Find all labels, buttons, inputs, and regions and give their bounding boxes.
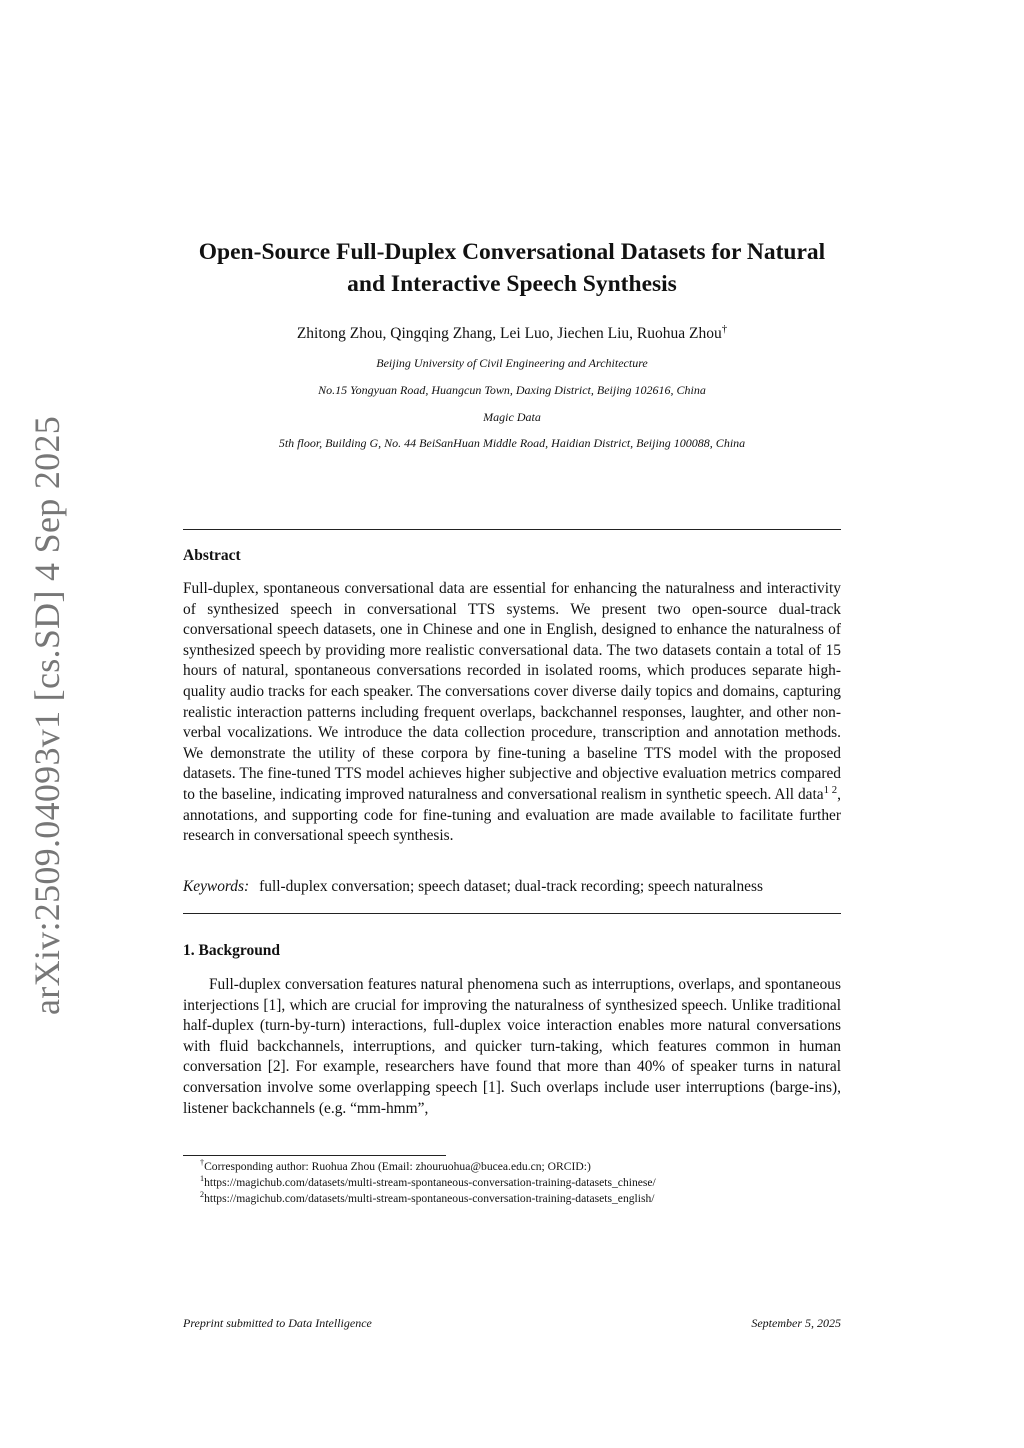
abstract-body [183, 579, 841, 847]
abstract-bottom-rule [183, 913, 841, 914]
abstract-top-rule [183, 529, 841, 530]
abstract-text: Full-duplex, spontaneous conversational data are essential for enhancing the naturalness and interactivity of synthesized speech in conversational TTS systems. We present two open-source dual-track conversational speech datasets, one in Chinese and one in English, designed to enhance the naturalness of synthesized speech by providing more realistic conversational data. The two datasets contain a total of 15 hours of natural, spontaneous conversations recorded in isolated rooms, which produces separate high-quality audio tracks for each speaker. The conversations cover diverse daily topics and domains, capturing realistic interaction patterns including frequent overlaps, backchannel responses, laughter, and other non-verbal vocalizations. We introduce the data collection procedure, transcription and annotation methods. We demonstrate the utility of these corpora by fine-tuning a baseline TTS model with the proposed datasets. The fine-tuned TTS model achieves higher subjective and objective evaluation metrics compared to the baseline, indicating improved naturalness and conversational realism in synthetic speech. All data [183, 580, 841, 803]
arxiv-identifier: arXiv:2509.04093v1 [cs.SD] 4 Sep 2025 [27, 415, 67, 1015]
author-names: Zhitong Zhou, Qingqing Zhang, Lei Luo, Jiechen Liu, Ruohua Zhou [296, 325, 722, 342]
footnote-link[interactable]: https://magichub.com/datasets/multi-stream-spontaneous-conversation-training-datasets_chinese/ [204, 1176, 656, 1189]
abstract-heading: Abstract [183, 547, 241, 564]
affiliation-company: Magic Data [483, 410, 541, 424]
footer-date: September 5, 2025 [751, 1316, 841, 1330]
title-line-2: and Interactive Speech Synthesis [347, 271, 677, 297]
footnote-rule [183, 1155, 446, 1156]
footnote-mark: 2 [200, 1190, 205, 1200]
section-background-body: Full-duplex conversation features natural phenomena such as interruptions, overlaps, and spontaneous interjections [1], which are crucial for improving the naturalness of synthesized speech. Unlike traditional half-duplex (turn-by-turn) interactions, full-duplex voice interaction enables more natural conversations with fluid backchannels, interruptions, and quicker turn-taking, which features common in human conversation [2]. For example, researchers have found that more than 40% of speaker turns in natural conversation involve some overlapping speech [1]. Such overlaps include user interruptions (barge-ins), listener backchannels (e.g. “mm-hmm”, [183, 976, 841, 1117]
paper-title [160, 236, 864, 300]
keywords-label: Keywords: [183, 878, 250, 895]
keywords-text: full-duplex conversation; speech dataset; dual-track recording; speech naturalness [259, 878, 763, 895]
abstract-footnote-marks: 1 2 [823, 783, 838, 796]
footnote-dataset-english [200, 1192, 655, 1205]
abstract-text-end: , annotations, and supporting code for fine-tuning and evaluation are made available to facilitate further research in conversational speech synthesis. [183, 785, 841, 845]
title-line-1: Open-Source Full-Duplex Conversational Datasets for Natural [198, 239, 826, 265]
footnote-mark: † [200, 1158, 205, 1168]
footnote-text: Corresponding author: Ruohua Zhou (Email: zhouruohua@bucea.edu.cn; ORCID:) [204, 1160, 591, 1173]
affiliation-company-address: 5th floor, Building G, No. 44 BeiSanHuan Middle Road, Haidian District, Beijing 100088, China [278, 436, 746, 450]
corresponding-author-mark: † [721, 322, 728, 335]
footnote-mark: 1 [200, 1174, 205, 1184]
author-list [160, 322, 864, 343]
affiliation-university: Beijing University of Civil Engineering and Architecture [376, 356, 648, 370]
footnote-link[interactable]: https://magichub.com/datasets/multi-stream-spontaneous-conversation-training-datasets_english/ [204, 1192, 655, 1205]
footer-journal: Preprint submitted to Data Intelligence [183, 1316, 372, 1330]
section-heading-background: 1. Background [183, 942, 281, 959]
keywords [183, 878, 763, 896]
footnote-dataset-chinese [200, 1176, 656, 1189]
footnote-corresponding-author [200, 1160, 591, 1173]
affiliation-university-address: No.15 Yongyuan Road, Huangcun Town, Daxing District, Beijing 102616, China [318, 383, 706, 397]
